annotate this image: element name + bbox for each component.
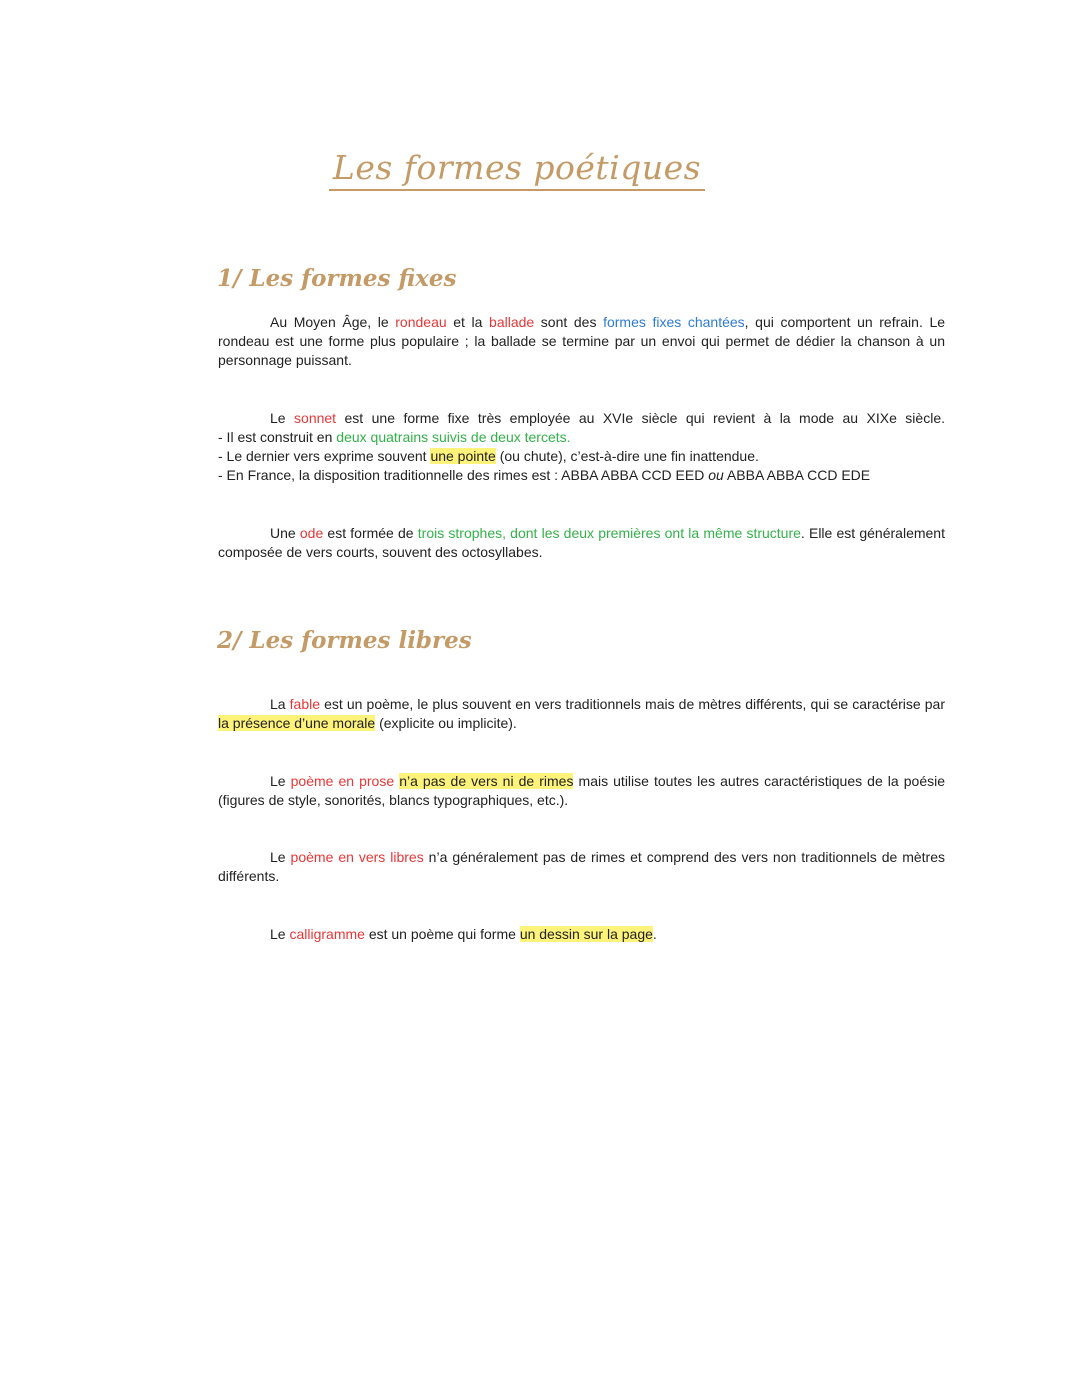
keyword-vers-libres: poème en vers libres (290, 849, 424, 865)
text: est une forme fixe très employée au XVIe siècle qui revient à la mode au XIXe siècle. (336, 410, 945, 426)
sonnet-line-3 (218, 447, 945, 466)
paragraph-calligramme (218, 925, 945, 944)
text: (ou chute), c’est-à-dire une fin inattendue. (495, 448, 759, 464)
keyword-fable: fable (289, 696, 321, 712)
paragraph-poeme-en-prose (218, 772, 945, 810)
section-heading-formes-fixes: 1/ Les formes fixes (217, 265, 457, 292)
text: - Le dernier vers exprime souvent (218, 448, 431, 464)
paragraph-fable (218, 695, 945, 733)
sonnet-line-4 (218, 466, 945, 485)
paragraph-ode (218, 524, 945, 562)
text: mais utilise toutes les autres caractéristiques de la poésie (figures de style, sonorités, blancs typographiques, etc.). (218, 773, 946, 808)
text: est formée de (323, 525, 418, 541)
keyword-ballade: ballade (489, 314, 535, 330)
text: Le (270, 773, 291, 789)
text: est un poème, le plus souvent en vers traditionnels mais de mètres différents, qui se caractérise par (320, 696, 945, 712)
text: , qui comportent un refrain. Le rondeau est une forme plus populaire ; la ballade se termine par un envoi qui permet de dédier la chanson à un personnage puissant. (218, 314, 946, 368)
sonnet-structure: deux quatrains suivis de deux tercets. (336, 429, 571, 445)
paragraph-sonnet (218, 409, 945, 485)
text: Le (270, 926, 290, 942)
highlight-une-pointe: une pointe (430, 448, 496, 464)
text: n’a généralement pas de rimes et comprend des vers non traditionnels de mètres différents. (218, 849, 946, 884)
section-heading-formes-libres: 2/ Les formes libres (217, 627, 472, 654)
highlight-morale: la présence d’une morale (218, 715, 376, 731)
text: (explicite ou implicite). (375, 715, 517, 731)
keyword-poeme-en-prose: poème en prose (290, 773, 395, 789)
text: et la (446, 314, 490, 330)
text: . (652, 926, 657, 942)
text: est un poème qui forme (364, 926, 520, 942)
text: Le (270, 849, 291, 865)
text: . Elle est généralement composée de vers courts, souvent des octosyllabes. (218, 525, 945, 560)
text: Au Moyen Âge, le (270, 314, 396, 330)
text: La (270, 696, 290, 712)
keyword-calligramme: calligramme (289, 926, 365, 942)
highlight-pas-de-vers: n’a pas de vers ni de rimes (399, 773, 574, 789)
keyword-formes-fixes-chantees: formes fixes chantées (603, 314, 745, 330)
text: - En France, la disposition traditionnelle des rimes est : ABBA ABBA CCD EED (218, 467, 709, 483)
keyword-ode: ode (299, 525, 324, 541)
page-title (0, 148, 1040, 191)
paragraph-rondeau (218, 313, 945, 370)
text: Le (270, 410, 295, 426)
text: ABBA ABBA CCD EDE (723, 467, 871, 483)
text: sont des (534, 314, 604, 330)
ode-structure: trois strophes, dont les deux premières ont la même structure (417, 525, 801, 541)
text: - Il est construit en (218, 429, 337, 445)
sonnet-line-1 (218, 409, 945, 428)
text: Une (270, 525, 300, 541)
highlight-dessin: un dessin sur la page (519, 926, 653, 942)
page-title-text: Les formes poétiques (329, 148, 705, 191)
paragraph-vers-libres (218, 848, 945, 886)
keyword-sonnet: sonnet (294, 410, 337, 426)
text-italic: ou (708, 467, 724, 483)
sonnet-line-2 (218, 428, 945, 447)
keyword-rondeau: rondeau (395, 314, 447, 330)
